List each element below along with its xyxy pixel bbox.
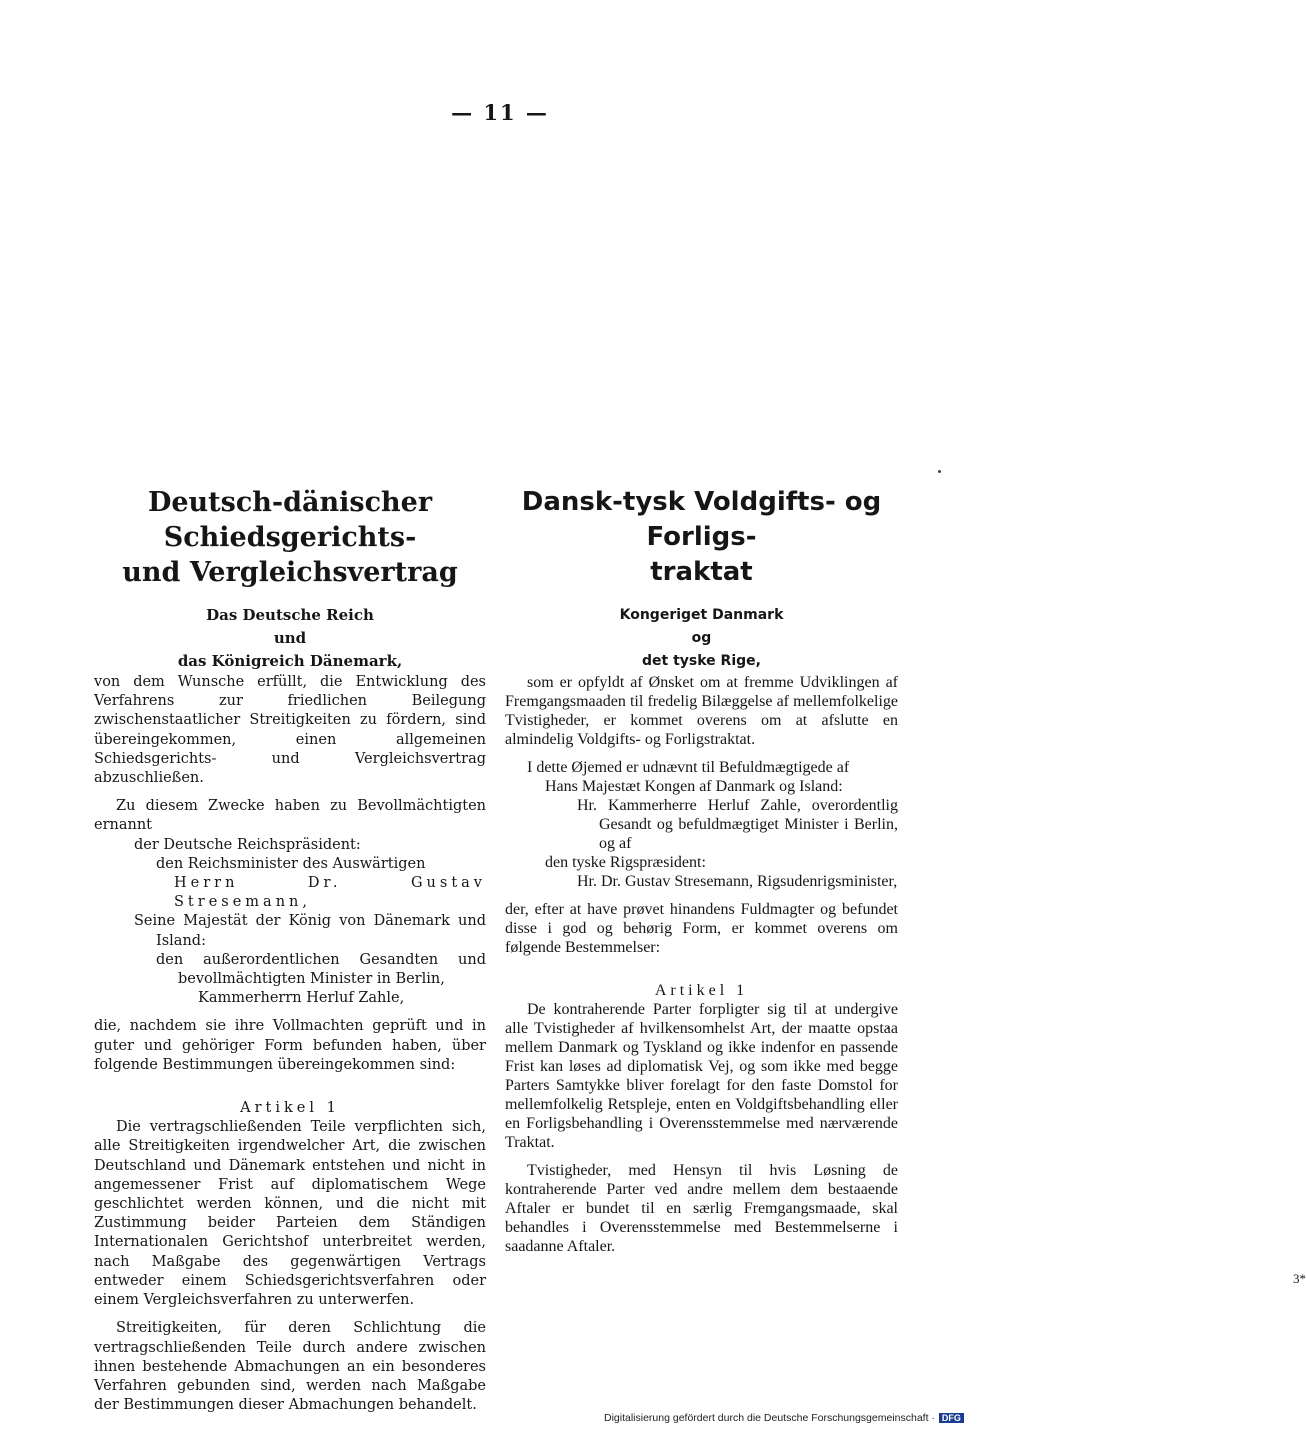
- german-praesident: der Deutsche Reichspräsident:: [134, 836, 361, 853]
- german-und: und: [273, 629, 307, 647]
- danish-art1-p1: De kontraherende Parter forpligter sig til at undergive alle Tvistigheder af hvilkensomhelst Art, der maatte opstaa mellem Danmark og Tyskland og ikke indenfor en passende Frist kan løses ad diplomatisk Vej, og som ikke med begge Parters Samtykke bliver forelagt for den faste Domstol for mellemfolkelig Retspleje, enten en Voldgiftsbehandling eller en Forligsbehandling i Overensstemmelse med nærværende Traktat.: [505, 1001, 898, 1151]
- footer-text: Digitalisierung gefördert durch die Deutsche Forschungsgemeinschaft ·: [604, 1412, 935, 1424]
- german-artikel-heading: Artikel 1: [240, 1100, 340, 1117]
- german-party1: Das Deutsche Reich: [206, 606, 374, 624]
- danish-stresemann: Hr. Dr. Gustav Stresemann, Rigsudenrigsminister,: [577, 873, 898, 890]
- german-nachdem: die, nachdem sie ihre Vollmachten geprüft und in guter und gehöriger Form befunden haben, über folgende Bestimmungen übereingekommen sind:: [94, 1018, 486, 1073]
- print-speck: [938, 470, 941, 473]
- danish-og: og: [691, 630, 712, 646]
- page-number: — 11 —: [451, 100, 549, 125]
- german-title-line1: Deutsch-dänischer Schiedsgerichts-: [147, 487, 433, 553]
- danish-title-line1: Dansk-tysk Voldgifts- og Forligs-: [521, 487, 882, 552]
- footer-credit: [604, 1412, 964, 1424]
- danish-zahle: Hr. Kammerherre Herluf Zahle, overordentlig Gesandt og befuldmægtiget Minister i Berlin, og af: [577, 797, 898, 852]
- german-art1-p2: Streitigkeiten, für deren Schlichtung die vertragschließenden Teile durch andere zwischen ihnen bestehende Abmachungen an ein besonderes Verfahren gebunden sind, werden nach Maßgabe der Bestimmungen dieser Abmachungen behandelt.: [94, 1320, 486, 1414]
- danish-party2: det tyske Rige,: [642, 653, 761, 669]
- danish-party1: Kongeriget Danmark: [619, 607, 784, 623]
- german-zahle: Kammerherrn Herluf Zahle,: [198, 990, 405, 1007]
- danish-column: [505, 485, 1306, 1286]
- german-party2: das Königreich Dänemark,: [177, 652, 403, 670]
- german-minister: den Reichsminister des Auswärtigen: [156, 855, 426, 872]
- danish-efter: der, efter at have prøvet hinandens Fuldmagter og befundet disse i god og behørig Form, er kommet overens om følgende Bestemmelser:: [505, 901, 898, 956]
- german-stresemann: Herrn Dr. Gustav Stresemann,: [174, 875, 486, 911]
- danish-title-line2: traktat: [650, 557, 753, 587]
- danish-rigspraesident: den tyske Rigspræsident:: [545, 854, 706, 871]
- dfg-logo: DFG: [939, 1413, 964, 1423]
- german-column: [94, 485, 486, 1415]
- danish-artikel-heading: Artikel 1: [654, 982, 749, 999]
- signature-mark: 3*: [1293, 1271, 1306, 1286]
- german-zweck: Zu diesem Zwecke haben zu Bevollmächtigten ernannt: [94, 798, 486, 834]
- danish-art1-p2: Tvistigheder, med Hensyn til hvis Løsning de kontraherende Parter ved andre mellem dem bestaaende Aftaler er bundet til en særlig Fremgangsmaade, skal behandles i Overensstemmelse med Bestemmelserne i saadanne Aftaler.: [505, 1162, 898, 1255]
- german-title-line2: und Vergleichsvertrag: [122, 557, 458, 588]
- german-preamble: von dem Wunsche erfüllt, die Entwicklung des Verfahrens zur friedlichen Beilegung zwischenstaatlicher Streitigkeiten zu fördern, sind übereingekommen, einen allgemeinen Schiedsgerichts- und Vergleichsvertrag abzuschließen.: [94, 674, 486, 787]
- danish-kongen: Hans Majestæt Kongen af Danmark og Island:: [545, 778, 843, 795]
- german-koenig: Seine Majestät der König von Dänemark und Island:: [134, 913, 486, 949]
- german-art1-p1: Die vertragschließenden Teile verpflichten sich, alle Streitigkeiten irgendwelcher Art, die zwischen Deutschland und Dänemark entstehen und nicht in angemessener Frist auf diplomatischem Wege geschlichtet werden können, und die nicht mit Zustimmung beider Parteien dem Ständigen Internationalen Gerichtshof unterbreitet werden, nach Maßgabe des gegenwärtigen Vertrags entweder einem Schiedsgerichtsverfahren oder einem Vergleichsverfahren zu unterwerfen.: [94, 1119, 486, 1309]
- german-gesandter: den außerordentlichen Gesandten und bevollmächtigten Minister in Berlin,: [156, 951, 486, 988]
- danish-preamble: som er opfyldt af Ønsket om at fremme Udviklingen af Fremgangsmaaden til fredelig Bilæggelse af mellemfolkelige Tvistigheder, er kommet overens om at afslutte en almindelig Voldgifts- og Forligstraktat.: [505, 674, 898, 748]
- danish-ojemed: I dette Øjemed er udnævnt til Befuldmægtigede af: [527, 759, 850, 776]
